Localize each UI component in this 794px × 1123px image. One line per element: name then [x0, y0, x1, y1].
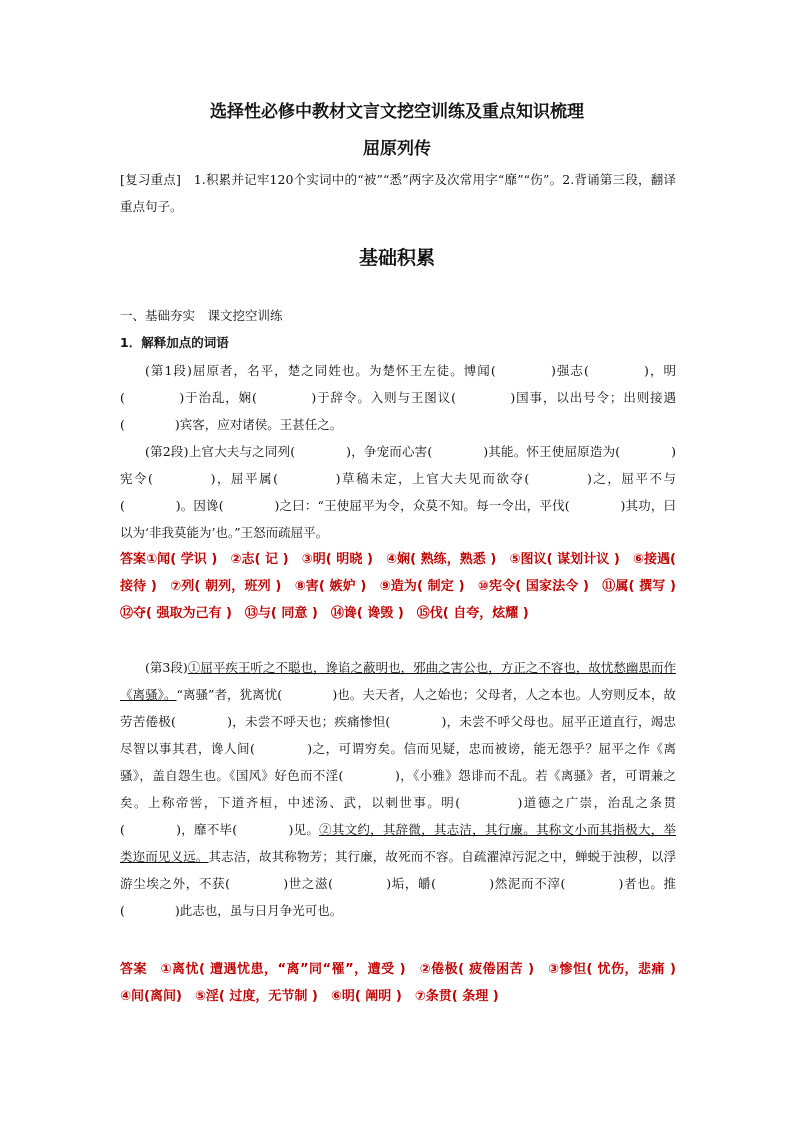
section-title: 基础积累 [358, 247, 435, 269]
key-sentence-2: ②其文约，其辞微，其志洁，其行廉。其称文小而其指极大，举类迩而见义远。 [120, 822, 676, 864]
paragraph-3 [120, 654, 676, 924]
review-points: [复习重点] 1.积累并记牢120个实词中的“被”“悉”两字及次常用字“靡”“伤”。2.背诵第三段，翻译重点句子。 [120, 172, 676, 214]
item-heading: 1．解释加点的词语 [120, 335, 229, 350]
paragraph-3-lead: (第3段) [145, 660, 188, 675]
paragraph-2: (第2段)上官大夫与之同列( )，争宠而心害( )其能。怀王使屈原造为( )宪令( )，屈平属( )草稿未定，上官大夫见而欲夺( )之，屈平不与( )。因谗( )之曰：“王使屈平为令，众莫不知。每一令出，平伐( )其功，曰以为‘非我莫能为’也。”王怒而疏屈平。 [120, 444, 676, 540]
paragraph-1: (第1段)屈原者，名平，楚之同姓也。为楚怀王左徒。博闻( )强志( )，明( )于治乱，娴( )于辞令。入则与王图议( )国事，以出号令；出则接遇( )宾客，应对诸侯。王甚任之。 [120, 363, 676, 432]
document-subtitle: 屈原列传 [363, 139, 431, 159]
part-heading: 一、基础夯实 课文挖空训练 [120, 308, 283, 323]
document-title: 选择性必修中教材文言文挖空训练及重点知识梳理 [210, 102, 584, 122]
paragraph-3-tail: 其志洁，故其称物芳；其行廉，故死而不容。自疏濯淖污泥之中，蝉蜕于浊秽，以浮游尘埃之外，不获( )世之滋( )垢，皭( )然泥而不滓( )者也。推( )此志也，虽与日月争光可也。 [120, 849, 676, 918]
answer-block-2: 答案 ①离忧( 遭遇忧患，“离”同“罹”，遭受 ) ②倦极( 疲倦困苦 ) ③惨怛( 忧伤，悲痛 ) ④间(离间) ⑤淫( 过度，无节制 ) ⑥明( 阐明 ) ⑦条贯( 条理 ) [120, 962, 690, 1004]
key-sentence-1: ①屈平疾王听之不聪也，谗谄之蔽明也，邪曲之害公也，方正之不容也，故忧愁幽思而作《离骚》。 [120, 660, 676, 702]
paragraph-3-middle: “离骚”者，犹离忧( )也。夫天者，人之始也；父母者，人之本也。人穷则反本，故劳苦倦极( )，未尝不呼天也；疾痛惨怛( )，未尝不呼父母也。屈平正道直行，竭忠尽智以事其君，谗人间( )之，可谓穷矣。信而见疑，忠而被谤，能无怨乎？屈平之作《离骚》，盖自怨生也。《国风》好色而不淫( )，《小雅》怨诽而不乱。若《离骚》者，可谓兼之矣。上称帝喾，下道齐桓，中述汤、武，以刺世事。明( )道德之广崇，治乱之条贯( )，靡不毕( )见。 [120, 687, 676, 837]
answer-block-1: 答案①闻( 学识 ) ②志( 记 ) ③明( 明晓 ) ④娴( 熟练，熟悉 ) ⑤图议( 谋划计议 ) ⑥接遇( 接待 ) ⑦列( 朝列，班列 ) ⑧害( 嫉妒 ) ⑨造为( 制定 ) ⑩宪令( 国家法令 ) ⑪属( 撰写 ) ⑫夺( 强取为己有 ) ⑬与( 同意 ) ⑭谗( 谗毁 ) ⑮伐( 自夸，炫耀 ) [120, 552, 690, 621]
